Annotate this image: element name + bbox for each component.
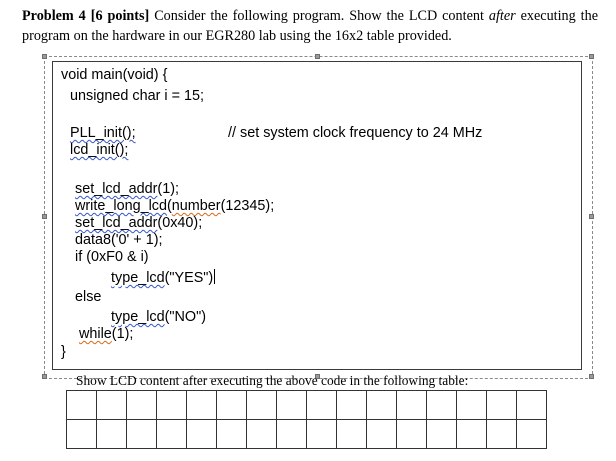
- number-fn: number: [171, 198, 221, 214]
- lcd-cell[interactable]: [247, 420, 277, 449]
- resize-handle-bottom-left[interactable]: [42, 374, 47, 379]
- code-line-while: [79, 326, 133, 343]
- lcd-cell[interactable]: [127, 391, 157, 420]
- type-lcd-fn-no: type_lcd: [111, 309, 165, 325]
- table-caption: Show LCD content after executing the above code in the following table:: [76, 373, 469, 388]
- code-line-set-addr-1: [75, 181, 179, 198]
- problem-heading: Problem 4 [6 points]: [22, 8, 150, 24]
- lcd-cell[interactable]: [217, 391, 247, 420]
- lcd-cell[interactable]: [337, 420, 367, 449]
- lcd-table-row: [67, 391, 547, 420]
- problem-italic-word: after: [488, 8, 516, 24]
- code-line-declaration: unsigned char i = 15;: [70, 88, 205, 104]
- lcd-cell[interactable]: [157, 391, 187, 420]
- lcd-cell[interactable]: [187, 420, 217, 449]
- code-comment-clock: // set system clock frequency to 24 MHz: [228, 125, 483, 141]
- code-line-main: void main(void) {: [61, 67, 168, 83]
- resize-handle-top-left[interactable]: [42, 54, 47, 59]
- text-cursor: [214, 269, 215, 284]
- pll-init-call: PLL_init();: [70, 125, 136, 141]
- lcd-cell[interactable]: [517, 420, 547, 449]
- lcd-table-row: [67, 420, 547, 449]
- resize-handle-middle-left[interactable]: [42, 214, 47, 219]
- code-line-type-no: [111, 309, 206, 326]
- code-line-data8: data8('0' + 1);: [75, 232, 163, 248]
- lcd-answer-table: [66, 390, 547, 449]
- write-long-open-paren: (: [167, 198, 172, 214]
- lcd-cell[interactable]: [67, 391, 97, 420]
- lcd-cell[interactable]: [487, 391, 517, 420]
- lcd-cell[interactable]: [517, 391, 547, 420]
- problem-text-part1: Consider the following program. Show the LCD content: [149, 8, 489, 24]
- lcd-init-call: lcd_init();: [70, 142, 129, 158]
- lcd-cell[interactable]: [397, 391, 427, 420]
- code-line-lcd-init: [70, 142, 128, 159]
- code-line-write-long: [75, 198, 274, 215]
- lcd-cell[interactable]: [277, 391, 307, 420]
- set-lcd-addr-args-2: (0x40);: [157, 215, 203, 231]
- lcd-cell[interactable]: [457, 391, 487, 420]
- code-line-type-yes: [111, 269, 215, 287]
- lcd-cell[interactable]: [247, 391, 277, 420]
- lcd-cell[interactable]: [67, 420, 97, 449]
- problem-statement: [22, 6, 598, 46]
- lcd-cell[interactable]: [307, 420, 337, 449]
- code-line-if: if (0xF0 & i): [75, 249, 149, 265]
- lcd-cell[interactable]: [277, 420, 307, 449]
- code-line-pll-init: [70, 125, 136, 142]
- lcd-cell[interactable]: [217, 420, 247, 449]
- lcd-cell[interactable]: [427, 391, 457, 420]
- lcd-cell[interactable]: [367, 391, 397, 420]
- type-lcd-args-no: ("NO"): [164, 309, 206, 325]
- lcd-cell[interactable]: [457, 420, 487, 449]
- lcd-cell[interactable]: [127, 420, 157, 449]
- lcd-cell[interactable]: [427, 420, 457, 449]
- lcd-cell[interactable]: [487, 420, 517, 449]
- lcd-cell[interactable]: [157, 420, 187, 449]
- type-lcd-fn-yes: type_lcd: [111, 270, 165, 286]
- set-lcd-addr-fn-1: set_lcd_addr: [75, 181, 158, 197]
- problem-text-part2: executing the program on the hardware in our EGR280 lab using the 16x2 table provided.: [22, 8, 598, 44]
- type-lcd-args-yes: ("YES"): [164, 270, 214, 286]
- while-keyword: while: [79, 326, 112, 342]
- resize-handle-bottom-right[interactable]: [589, 374, 594, 379]
- lcd-cell[interactable]: [97, 420, 127, 449]
- set-lcd-addr-args-1: (1);: [157, 181, 179, 197]
- set-lcd-addr-fn-2: set_lcd_addr: [75, 215, 158, 231]
- code-line-close-brace: }: [61, 344, 66, 360]
- resize-handle-top-right[interactable]: [589, 54, 594, 59]
- lcd-cell[interactable]: [307, 391, 337, 420]
- code-line-set-addr-2: [75, 215, 202, 232]
- lcd-cell[interactable]: [337, 391, 367, 420]
- code-line-else: else: [75, 289, 102, 305]
- lcd-cell[interactable]: [367, 420, 397, 449]
- resize-handle-top-center[interactable]: [315, 54, 320, 59]
- write-long-args: (12345);: [220, 198, 275, 214]
- resize-handle-middle-right[interactable]: [589, 214, 594, 219]
- lcd-cell[interactable]: [97, 391, 127, 420]
- lcd-cell[interactable]: [187, 391, 217, 420]
- write-long-lcd-fn: write_long_lcd: [75, 198, 167, 214]
- while-args: (1);: [111, 326, 134, 342]
- lcd-cell[interactable]: [397, 420, 427, 449]
